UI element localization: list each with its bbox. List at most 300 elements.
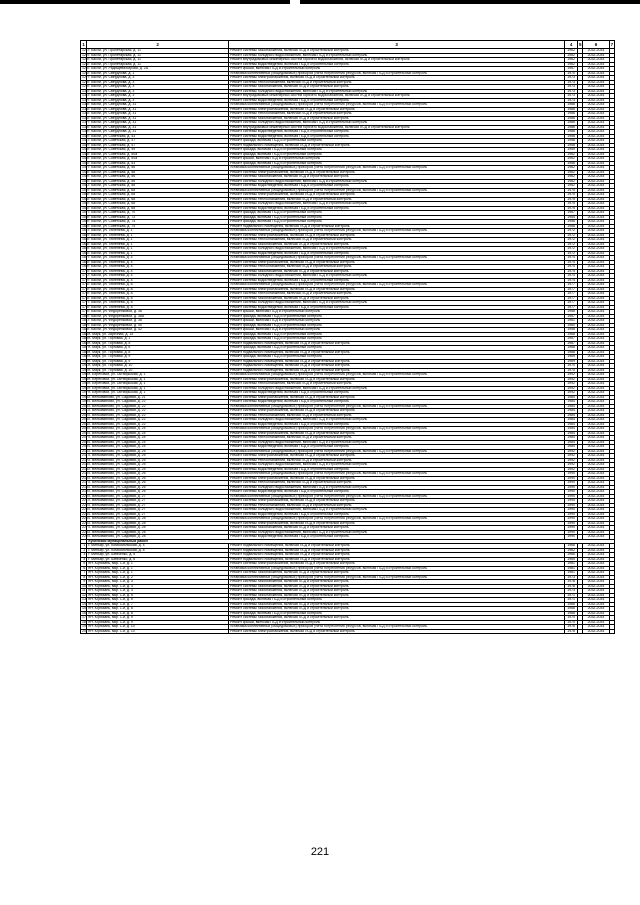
row-year: 1970 <box>565 616 578 621</box>
row-number: 210 <box>82 448 88 453</box>
row-work-type: Ремонт системы водоотведения, включая ПСД и строительный контроль <box>229 535 565 540</box>
row-year: 1973 <box>565 89 578 94</box>
row-address: п. Береговой, ул. Октябрьская, д. 1 <box>87 382 229 387</box>
row-period: 2032-2034 <box>583 535 609 540</box>
row-year: 1974 <box>565 278 578 283</box>
row-year: 1977 <box>565 305 578 310</box>
top-bar-segment <box>0 0 290 4</box>
row-year: 1956 <box>565 220 578 225</box>
row-period: 2032-2034 <box>583 341 609 346</box>
row-number: 172 <box>82 277 88 282</box>
row-work-type: Ремонт подвального помещения, включая ПСД и строительный контроль <box>229 368 565 373</box>
row-address: с. Вельяминово, ул. Садовая, д. 24 <box>87 440 229 445</box>
row-number: 209 <box>82 444 88 448</box>
row-year: 1984 <box>565 400 578 405</box>
row-number: 226 <box>82 520 88 525</box>
row-address: г. Миньяр, ул. Комсомольская, д. 4 <box>87 544 229 549</box>
row-address: с. Вельяминово, ул. Садовая, д. 27 <box>87 512 229 517</box>
row-period: 2032-2034 <box>583 418 609 423</box>
row-year: 1986 <box>565 116 578 121</box>
row-number: 137 <box>82 120 88 124</box>
row-number: 200 <box>82 403 88 408</box>
row-year: 1962 <box>565 175 578 180</box>
row-number: 184 <box>82 331 88 336</box>
row-year: 1956 <box>565 134 578 139</box>
row-address: п. Маук, ул. Торговая, д. 10 <box>87 368 229 373</box>
row-period: 2032-2034 <box>583 350 609 355</box>
row-year: 1958 <box>565 139 578 144</box>
row-address: пгт. Юрюзань, мкр. 1-й, д. 8 <box>87 611 229 616</box>
row-year: 1976 <box>565 625 578 630</box>
row-period: 2032-2034 <box>583 332 609 337</box>
row-period: 2032-2034 <box>583 458 609 463</box>
row-period: 2032-2034 <box>583 89 609 94</box>
row-period: 2032-2034 <box>583 314 609 319</box>
row-address: пгт. Юрюзань, мкр. 1-й, д. 3 <box>87 580 229 585</box>
row-number: 125 <box>82 66 88 70</box>
row-address: п. Береговой, ул. Октябрьская, д. 1 <box>87 391 229 396</box>
row-address: г. Касли, ул. Советская, д. 74 <box>87 220 229 225</box>
row-year: 1966 <box>565 544 578 549</box>
row-year: 1992 <box>565 458 578 463</box>
row-number: 190 <box>82 358 88 363</box>
row-address: г. Касли, ул. Тюленева, д. 4 <box>87 256 229 261</box>
row-address: г. Касли, ул. Свердлова, д. 31 <box>87 103 229 108</box>
row-period: 2032-2034 <box>583 368 609 373</box>
row-work-type: Ремонт системы электроснабжения, включая ПСД и строительный контроль <box>229 287 565 292</box>
row-period: 2032-2034 <box>583 616 609 621</box>
row-address: г. Касли, ул. Свердлова, д. 31 <box>87 112 229 117</box>
row-number: 131 <box>82 93 88 97</box>
row-work-type: Ремонт подвального помещения, включая ПСД и строительный контроль <box>229 364 565 369</box>
row-address: г. Касли, ул. Свердлова, д. 3 <box>87 80 229 85</box>
row-period: 2032-2034 <box>583 593 609 598</box>
row-address: с. Вельяминово, ул. Садовая, д. 25 <box>87 463 229 468</box>
row-year: 1970 <box>565 368 578 373</box>
row-number: 204 <box>82 421 88 426</box>
row-year: 1977 <box>565 301 578 306</box>
row-address: с. Вельяминово, ул. Садовая, д. 25 <box>87 454 229 459</box>
row-address: г. Касли, ул. Тюленева, д. 1 <box>87 233 229 238</box>
row-work-type: Ремонт системы теплоснабжения, включая ПСД и строительный контроль <box>229 238 565 243</box>
row-period: 2032-2034 <box>583 292 609 297</box>
row-work-type: Ремонт подвального помещения, включая ПСД и строительный контроль <box>229 341 565 346</box>
row-work-type: Ремонт системы электроснабжения, включая ПСД и строительный контроль <box>229 454 565 459</box>
row-number: 214 <box>82 466 88 471</box>
row-number: 2 <box>81 548 87 553</box>
row-address: пгт. Юрюзань, мкр. 1-й, д. 10 <box>87 629 229 634</box>
row-address: с. Вельяминово, ул. Садовая, д. 28 <box>87 517 229 522</box>
row-year: 1990 <box>565 485 578 490</box>
row-period: 2032-2034 <box>583 589 609 594</box>
row-period: 2032-2034 <box>583 224 609 229</box>
row-period: 2032-2034 <box>583 400 609 405</box>
row-year: 1970 <box>565 71 578 76</box>
row-year: 1984 <box>565 395 578 400</box>
row-period: 2032-2034 <box>583 152 609 157</box>
row-work-type: Ремонт системы водоотведения, включая ПСД и строительный контроль <box>229 184 565 189</box>
row-number: 166 <box>82 250 88 255</box>
row-address: с. Вельяминово, ул. Садовая, д. 28 <box>87 535 229 540</box>
row-work-type: Ремонт фасада, включая ПСД и строительный контроль <box>229 611 565 616</box>
row-address: г. Касли, ул. Федоренковой, д. 38А <box>87 314 229 319</box>
row-year: 1984 <box>565 427 578 432</box>
row-number: 17 <box>82 615 86 619</box>
row-period: 2032-2034 <box>583 139 609 144</box>
row-year: 1973 <box>565 589 578 594</box>
row-address: г. Касли, ул. Советская, д. 47 <box>87 143 229 148</box>
row-number: 207 <box>82 435 88 439</box>
row-number: 6 <box>81 566 87 571</box>
row-number: 143 <box>82 147 88 151</box>
row-work-type: Ремонт системы холодного водоснабжения, включая ПСД и строительный контроль <box>229 463 565 468</box>
row-period: 2032-2034 <box>583 184 609 189</box>
row-address: с. Вельяминово, ул. Садовая, д. 21 <box>87 395 229 400</box>
row-year: 1962 <box>565 62 578 67</box>
row-address: г. Касли, ул. Тюленева, д. 4 <box>87 274 229 279</box>
row-year: 1990 <box>565 508 578 513</box>
row-work-type: Ремонт системы водоотведения, включая ПСД и строительный контроль <box>229 467 565 472</box>
row-number: 211 <box>82 453 88 457</box>
row-address: с. Вельяминово, ул. Садовая, д. 22 <box>87 413 229 418</box>
row-period: 2032-2034 <box>583 499 609 504</box>
row-address: г. Касли, ул. Тюленева, д. 8 <box>87 292 229 297</box>
row-period: 2032-2034 <box>583 526 609 531</box>
row-work-type: Ремонт системы теплоснабжения, включая ПСД и строительный контроль <box>229 112 565 117</box>
row-year: 1973 <box>565 85 578 90</box>
row-year: 1974 <box>565 260 578 265</box>
row-number: 144 <box>82 151 88 156</box>
row-work-type: Ремонт системы холодного водоснабжения, включая ПСД и строительный контроль <box>229 89 565 94</box>
row-address: г. Касли, ул. Федоренковой, д. 40 <box>87 323 229 328</box>
row-number: 5 <box>81 562 87 567</box>
row-work-type: Установка коллективных (общедомовых) приборов учета потребления ресурсов, включая ПСД и строительный контроль <box>229 427 565 432</box>
row-period: 2032-2034 <box>583 211 609 216</box>
row-period: 2032-2034 <box>583 269 609 274</box>
row-number: 217 <box>82 480 88 484</box>
row-number: 168 <box>82 259 88 264</box>
row-address: с. Вельяминово, ул. Садовая, д. 25 <box>87 449 229 454</box>
row-work-type: Ремонт системы холодного водоснабжения, включая ПСД и строительный контроль <box>229 485 565 490</box>
row-address: с. Вельяминово, ул. Садовая, д. 25 <box>87 467 229 472</box>
row-address: г. Касли, ул. Свердлова, д. 3 <box>87 89 229 94</box>
row-period: 2032-2034 <box>583 256 609 261</box>
top-bar-segment <box>300 0 640 4</box>
row-number: 171 <box>82 273 88 277</box>
row-address: п. Маук, ул. Торговая, д. 8 <box>87 350 229 355</box>
row-year: 1967 <box>565 337 578 342</box>
row-year: 1990 <box>565 535 578 540</box>
row-work-type: Установка коллективных (общедомовых) приборов учета потребления ресурсов, включая ПСД и строительный контроль <box>229 517 565 522</box>
row-period: 2032-2034 <box>583 121 609 126</box>
row-period: 2032-2034 <box>583 548 609 553</box>
row-work-type: Установка коллективных (общедомовых) приборов учета потребления ресурсов, включая ПСД и строительный контроль <box>229 283 565 288</box>
row-number: 151 <box>82 183 88 187</box>
row-number: 126 <box>82 70 88 75</box>
row-work-type: Ремонт системы электроснабжения, включая ПСД и строительный контроль <box>229 170 565 175</box>
row-number: 160 <box>82 223 88 228</box>
row-year: 1986 <box>565 121 578 126</box>
row-period: 2032-2034 <box>583 580 609 585</box>
row-period: 2032-2034 <box>583 301 609 306</box>
row-address: с. Вельяминово, ул. Садовая, д. 22 <box>87 418 229 423</box>
row-number: 221 <box>82 498 88 502</box>
row-number: 134 <box>82 106 88 111</box>
table-body-main <box>81 49 615 540</box>
row-number: 8 <box>81 575 87 580</box>
row-year: 1992 <box>565 391 578 396</box>
row-period: 2032-2034 <box>583 364 609 369</box>
row-year: 1966 <box>565 602 578 607</box>
row-address: пгт. Юрюзань, мкр. 1-й, д. 8 <box>87 607 229 612</box>
row-period: 2032-2034 <box>583 287 609 292</box>
row-period: 2032-2034 <box>583 310 609 315</box>
row-address: г. Касли, ул. Тюленева, д. 4 <box>87 260 229 265</box>
row-work-type: Ремонт системы водоотведения, включая ПСД и строительный контроль <box>229 134 565 139</box>
row-number: 175 <box>82 291 88 295</box>
row-address: с. Вельяминово, ул. Садовая, д. 27 <box>87 499 229 504</box>
row-work-type: Установка коллективных (общедомовых) приборов учета потребления ресурсов, включая ПСД и строительный контроль <box>229 188 565 193</box>
row-year: 1992 <box>565 449 578 454</box>
row-work-type: Ремонт системы газоснабжения, включая ПСД и строительный контроль <box>229 571 565 576</box>
row-period: 2032-2034 <box>583 359 609 364</box>
row-number: 138 <box>82 124 88 129</box>
row-work-type: Ремонт крыши, включая ПСД и строительный контроль <box>229 157 565 162</box>
row-address: с. Вельяминово, ул. Садовая, д. 24 <box>87 445 229 450</box>
row-period: 2032-2034 <box>583 494 609 499</box>
row-address: г. Касли, ул. Советская, д. 70 <box>87 211 229 216</box>
row-period: 2032-2034 <box>583 386 609 391</box>
row-year: 1975 <box>565 188 578 193</box>
row-period: 2032-2034 <box>583 490 609 495</box>
row-number: 227 <box>82 525 88 529</box>
row-address: с. Вельяминово, ул. Садовая, д. 22 <box>87 404 229 409</box>
row-period: 2032-2034 <box>583 485 609 490</box>
row-address: пгт. Юрюзань, мкр. 1-й, д. 7 <box>87 602 229 607</box>
row-period: 2032-2034 <box>583 445 609 450</box>
row-period: 2032-2034 <box>583 629 609 634</box>
row-work-type: Ремонт системы газоснабжения, включая ПСД и строительный контроль <box>229 526 565 531</box>
row-year: 1984 <box>565 431 578 436</box>
row-year: 1984 <box>565 422 578 427</box>
row-work-type: Ремонт системы водоотведения, включая ПСД и строительный контроль <box>229 206 565 211</box>
row-number: 174 <box>82 286 88 291</box>
row-work-type: Ремонт системы газоснабжения, включая ПСД и строительный контроль <box>229 607 565 612</box>
row-period: 2032-2034 <box>583 476 609 481</box>
row-work-type: Ремонт системы холодного водоснабжения, включая ПСД и строительный контроль <box>229 274 565 279</box>
row-period: 2032-2034 <box>583 571 609 576</box>
row-address: г. Касли, ул. Тюленева, д. 8 <box>87 301 229 306</box>
header-col-7: 7 <box>610 42 614 47</box>
row-work-type: Ремонт фасада, включая ПСД и строительный контроль <box>229 355 565 360</box>
row-year: 1956 <box>565 224 578 229</box>
row-period: 2032-2034 <box>583 202 609 207</box>
row-number: 9 <box>81 580 87 585</box>
row-work-type: Ремонт системы газоснабжения, включая ПСД и строительный контроль <box>229 49 565 54</box>
row-work-type: Ремонт системы теплоснабжения, включая ПСД и строительный контроль <box>229 292 565 297</box>
row-address: п. Маук, ул. Торговая, д. 10 <box>87 364 229 369</box>
row-period: 2032-2034 <box>583 71 609 76</box>
row-work-type: Ремонт фасада, включая ПСД и строительный контроль <box>229 148 565 153</box>
table-row <box>81 629 615 634</box>
row-address: г. Касли, ул. Советская, д. 68 <box>87 193 229 198</box>
row-address: г. Касли, ул. Свердлова, д. 3 <box>87 85 229 90</box>
row-number: 180 <box>82 313 88 318</box>
row-period: 2032-2034 <box>583 427 609 432</box>
row-address: пгт. Юрюзань, мкр. 1-й, д. 1 <box>87 562 229 567</box>
row-work-type: Установка коллективных (общедомовых) приборов учета потребления ресурсов, включая ПСД и строительный контроль <box>229 575 565 580</box>
row-address: с. Вельяминово, ул. Садовая, д. 26 <box>87 485 229 490</box>
row-work-type: Ремонт системы газоснабжения, включая ПСД и строительный контроль <box>229 602 565 607</box>
row-work-type: Ремонт фасада, включая ПСД и строительный контроль <box>229 161 565 166</box>
row-address: г. Касли, ул. Советская, д. 56 <box>87 175 229 180</box>
row-year: 1974 <box>565 274 578 279</box>
row-work-type: Ремонт системы электроснабжения, включая ПСД и строительный контроль <box>229 409 565 414</box>
row-number: 19 <box>82 624 86 628</box>
row-work-type: Ремонт системы газоснабжения, включая ПСД и строительный контроль <box>229 580 565 585</box>
row-address: г. Касли, ул. Свердлова, д. 1 <box>87 71 229 76</box>
row-number: 181 <box>82 318 88 322</box>
row-period: 2032-2034 <box>583 598 609 603</box>
row-year: 1990 <box>565 490 578 495</box>
row-period: 2032-2034 <box>583 625 609 630</box>
row-address: пгт. Юрюзань, мкр. 1-й, д. 9 <box>87 616 229 621</box>
row-number: 183 <box>82 327 88 331</box>
row-address: г. Касли, ул. Тюленева, д. 4 <box>87 278 229 283</box>
row-work-type: Ремонт системы водоотведения, включая ПСД и строительный контроль <box>229 62 565 67</box>
row-work-type: Ремонт системы газоснабжения, включая ПСД и строительный контроль <box>229 175 565 180</box>
row-period: 2032-2034 <box>583 440 609 445</box>
row-period: 2032-2034 <box>583 382 609 387</box>
row-year: 1972 <box>565 233 578 238</box>
row-work-type: Ремонт системы газоснабжения, включая ПСД и строительный контроль <box>229 593 565 598</box>
row-work-type: Ремонт системы холодного водоснабжения, включая ПСД и строительный контроль <box>229 386 565 391</box>
row-number: 149 <box>82 174 88 178</box>
row-number: 191 <box>82 363 88 367</box>
row-work-type: Ремонт подвального помещения, включая ПСД и строительный контроль <box>229 143 565 148</box>
row-address: г. Касли, ул. Федоренковой, д. 36 <box>87 310 229 315</box>
row-address: г. Касли, ул. Тюленева, д. 8 <box>87 305 229 310</box>
program-table-sheet <box>80 40 615 634</box>
row-number: 148 <box>82 169 88 174</box>
row-period: 2032-2034 <box>583 103 609 108</box>
row-work-type: Установка коллективных (общедомовых) приборов учета потребления ресурсов, включая ПСД и строительный контроль <box>229 404 565 409</box>
row-year: 1972 <box>565 229 578 234</box>
header-col-1: 1 <box>82 42 85 47</box>
row-address: г. Касли, ул. Советская, д. 74 <box>87 224 229 229</box>
row-address: г. Касли, ул. Свердлова, д. 31 <box>87 116 229 121</box>
row-number: 165 <box>82 246 88 250</box>
row-period: 2032-2034 <box>583 562 609 567</box>
row-work-type: Установка коллективных (общедомовых) приборов учета потребления ресурсов, включая ПСД и строительный контроль <box>229 71 565 76</box>
row-year: 1968 <box>565 346 578 351</box>
row-address: г. Касли, ул. Пролетарская, д. 11 <box>87 58 229 63</box>
row-work-type: Ремонт фасада, включая ПСД и строительный контроль <box>229 314 565 319</box>
row-period: 2032-2034 <box>583 179 609 184</box>
row-work-type: Ремонт системы электроснабжения, включая ПСД и строительный контроль <box>229 431 565 436</box>
row-work-type: Ремонт системы электроснабжения, включая ПСД и строительный контроль <box>229 260 565 265</box>
row-period: 2032-2034 <box>583 125 609 130</box>
row-number: 128 <box>82 79 88 84</box>
row-year: 1961 <box>565 319 578 324</box>
row-number: 189 <box>82 354 88 358</box>
row-period: 2032-2034 <box>583 517 609 522</box>
row-year: 1990 <box>565 476 578 481</box>
row-year: 1967 <box>565 67 578 72</box>
row-period: 2032-2034 <box>583 175 609 180</box>
row-period: 2032-2034 <box>583 238 609 243</box>
row-number: 150 <box>82 178 88 183</box>
row-period: 2032-2034 <box>583 247 609 252</box>
row-number: 122 <box>82 52 88 57</box>
row-number: 140 <box>82 133 88 138</box>
row-year: 1969 <box>565 355 578 360</box>
row-year: 1960 <box>565 323 578 328</box>
row-work-type: Ремонт системы газоснабжения, включая ПСД и строительный контроль <box>229 584 565 589</box>
row-address: пгт. Юрюзань, мкр. 1-й, д. 5 <box>87 593 229 598</box>
row-work-type: Ремонт системы холодного водоснабжения, включая ПСД и строительный контроль <box>229 179 565 184</box>
row-period: 2032-2034 <box>583 337 609 342</box>
row-work-type: Ремонт подвального помещения, включая ПСД и строительный контроль <box>229 350 565 355</box>
row-address: г. Касли, ул. Тюленева, д. 4 <box>87 269 229 274</box>
row-address: пгт. Юрюзань, мкр. 1-й, д. 1 <box>87 566 229 571</box>
row-period: 2032-2034 <box>583 188 609 193</box>
row-work-type: Ремонт системы водоотведения, включая ПСД и строительный контроль <box>229 130 565 135</box>
row-period: 2032-2034 <box>583 157 609 162</box>
row-work-type: Ремонт системы электроснабжения, включая ПСД и строительный контроль <box>229 476 565 481</box>
row-address: г. Касли, ул. Тюленева, д. 8 <box>87 283 229 288</box>
row-year: 1978 <box>565 584 578 589</box>
row-year: 1974 <box>565 265 578 270</box>
row-period: 2032-2034 <box>583 143 609 148</box>
row-period: 2032-2034 <box>583 53 609 58</box>
row-year: 1990 <box>565 499 578 504</box>
row-year: 1974 <box>565 269 578 274</box>
row-work-type: Ремонт подвального помещения, включая ПСД и строительный контроль <box>229 557 565 562</box>
row-address: пгт. Юрюзань, мкр. 1-й, д. 10 <box>87 625 229 630</box>
header-col-3: 3 <box>229 41 565 49</box>
row-address: пгт. Юрюзань, мкр. 1-й, д. 2 <box>87 575 229 580</box>
row-period: 2032-2034 <box>583 305 609 310</box>
row-period: 2032-2034 <box>583 206 609 211</box>
row-period: 2032-2034 <box>583 116 609 121</box>
row-number: 213 <box>82 462 88 466</box>
row-period: 2032-2034 <box>583 85 609 90</box>
row-number: 219 <box>82 489 88 493</box>
row-number: 163 <box>82 237 88 241</box>
row-number: 142 <box>82 142 88 147</box>
row-address: г. Касли, ул. Тюленева, д. 1 <box>87 247 229 252</box>
row-year: 1981 <box>565 562 578 567</box>
row-address: с. Вельяминово, ул. Садовая, д. 26 <box>87 481 229 486</box>
row-work-type: Ремонт системы электроснабжения, включая ПСД и строительный контроль <box>229 629 565 634</box>
row-work-type: Ремонт системы теплоснабжения, включая ПСД и строительный контроль <box>229 80 565 85</box>
row-year: 1981 <box>565 566 578 571</box>
row-year: 1977 <box>565 283 578 288</box>
row-year: 1954 <box>565 215 578 220</box>
row-year: 1962 <box>565 58 578 63</box>
row-number: 141 <box>82 138 88 142</box>
row-address: г. Касли, ул. Советская, д. 68 <box>87 206 229 211</box>
row-year: 1962 <box>565 179 578 184</box>
row-year: 1984 <box>565 404 578 409</box>
section-caption: Кусинский муниципальный район <box>87 539 615 544</box>
row-work-type: Ремонт системы холодного водоснабжения, включая ПСД и строительный контроль <box>229 53 565 58</box>
row-work-type: Ремонт системы электроснабжения, включая ПСД и строительный контроль <box>229 395 565 400</box>
row-period: 2032-2034 <box>583 94 609 99</box>
row-number: 193 <box>82 372 88 376</box>
row-address: г. Касли, ул. Пролетарская, д. 11 <box>87 49 229 54</box>
